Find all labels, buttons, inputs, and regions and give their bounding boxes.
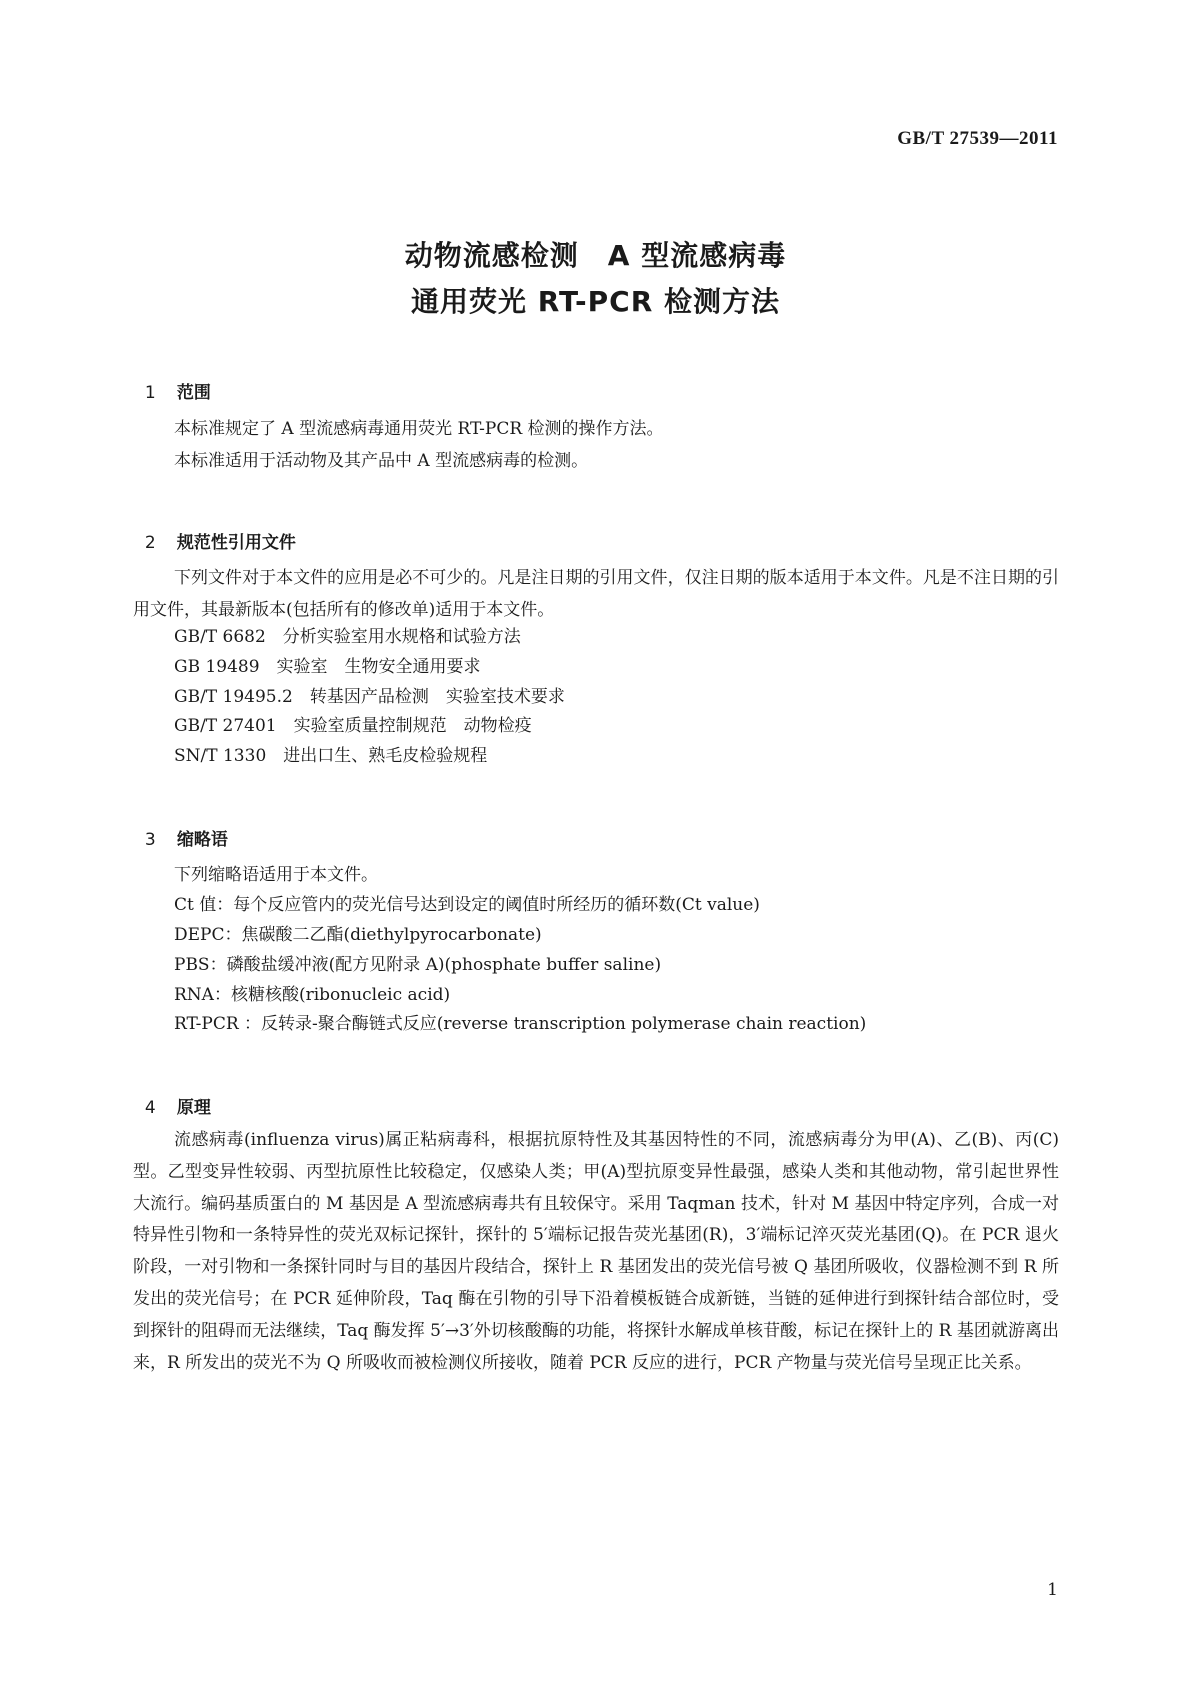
abbreviation-item: PBS：磷酸盐缓冲液(配方见附录 A)(phosphate buffer saline) — [174, 955, 662, 975]
reference-item: GB/T 27401 实验室质量控制规范 动物检疫 — [174, 716, 532, 736]
section-title: 原理 — [176, 1098, 211, 1118]
section-number: 3 — [144, 830, 156, 850]
scope-line-2: 本标准适用于活动物及其产品中 A 型流感病毒的检测。 — [174, 451, 589, 471]
section-4-heading — [133, 1073, 211, 1118]
document-title-line-2: 通用荧光 RT-PCR 检测方法 — [410, 285, 781, 318]
standard-code: GB/T 27539—2011 — [897, 128, 1058, 149]
reference-item: SN/T 1330 进出口生、熟毛皮检验规程 — [174, 746, 488, 766]
scope-line-1: 本标准规定了 A 型流感病毒通用荧光 RT-PCR 检测的操作方法。 — [174, 419, 664, 439]
abbreviation-item: RT-PCR ：反转录-聚合酶链式反应(reverse transcription polymerase chain reaction) — [174, 1014, 867, 1034]
reference-item: GB 19489 实验室 生物安全通用要求 — [174, 657, 481, 677]
section-title: 范围 — [176, 383, 211, 403]
abbreviation-item: RNA：核糖核酸(ribonucleic acid) — [174, 985, 451, 1005]
page-number: 1 — [1047, 1580, 1058, 1600]
abbreviation-intro: 下列缩略语适用于本文件。 — [174, 865, 378, 885]
section-3-heading — [133, 805, 228, 850]
section-title: 规范性引用文件 — [176, 533, 296, 553]
abbreviation-item: DEPC：焦碳酸二乙酯(diethylpyrocarbonate) — [174, 925, 542, 945]
section-title: 缩略语 — [176, 830, 228, 850]
reference-item: GB/T 6682 分析实验室用水规格和试验方法 — [174, 627, 521, 647]
abbreviation-item: Ct 值：每个反应管内的荧光信号达到设定的阈值时所经历的循环数(Ct value) — [174, 895, 760, 915]
section-number: 4 — [144, 1098, 156, 1118]
principle-paragraph: 流感病毒(influenza virus)属正粘病毒科，根据抗原特性及其基因特性的不同，流感病毒分为甲(A)、乙(B)、丙(C)型。乙型变异性较弱、丙型抗原性比较稳定，仅感染人类；甲(A)型抗原变异性最强，感染人类和其他动物，常引起世界性大流行。编码基质蛋白的 M 基因是 A 型流感病毒共有且较保守。采用 Taqman 技术，针对 M 基因中特定序列，合成一对特异性引物和一条特异性的荧光双标记探针，探针的 5′端标记报告荧光基团(R)，3′端标记淬灭荧光基团(Q)。在 PCR 退火阶段，一对引物和一条探针同时与目的基因片段结合，探针上 R 基团发出的荧光信号被 Q 基团所吸收，仪器检测不到 R 所发出的荧光信号；在 PCR 延伸阶段，Taq 酶在引物的引导下沿着模板链合成新链，当链的延伸进行到探针结合部位时，受到探针的阻碍而无法继续，Taq 酶发挥 5′→3′外切核酸酶的功能，将探针水解成单核苷酸，标记在探针上的 R 基团就游离出来，R 所发出的荧光不为 Q 所吸收而被检测仪所接收，随着 PCR 反应的进行，PCR 产物量与荧光信号呈现正比关系。 — [133, 1130, 1059, 1373]
section-number: 1 — [144, 383, 156, 403]
document-title-line-1: 动物流感检测 A 型流感病毒 — [404, 239, 787, 272]
section-number: 2 — [144, 533, 156, 553]
section-1-heading — [133, 358, 211, 403]
section-2-heading — [133, 508, 296, 553]
normative-references-intro: 下列文件对于本文件的应用是必不可少的。凡是注日期的引用文件，仅注日期的版本适用于本文件。凡是不注日期的引用文件，其最新版本(包括所有的修改单)适用于本文件。 — [133, 568, 1059, 620]
reference-item: GB/T 19495.2 转基因产品检测 实验室技术要求 — [174, 687, 565, 707]
